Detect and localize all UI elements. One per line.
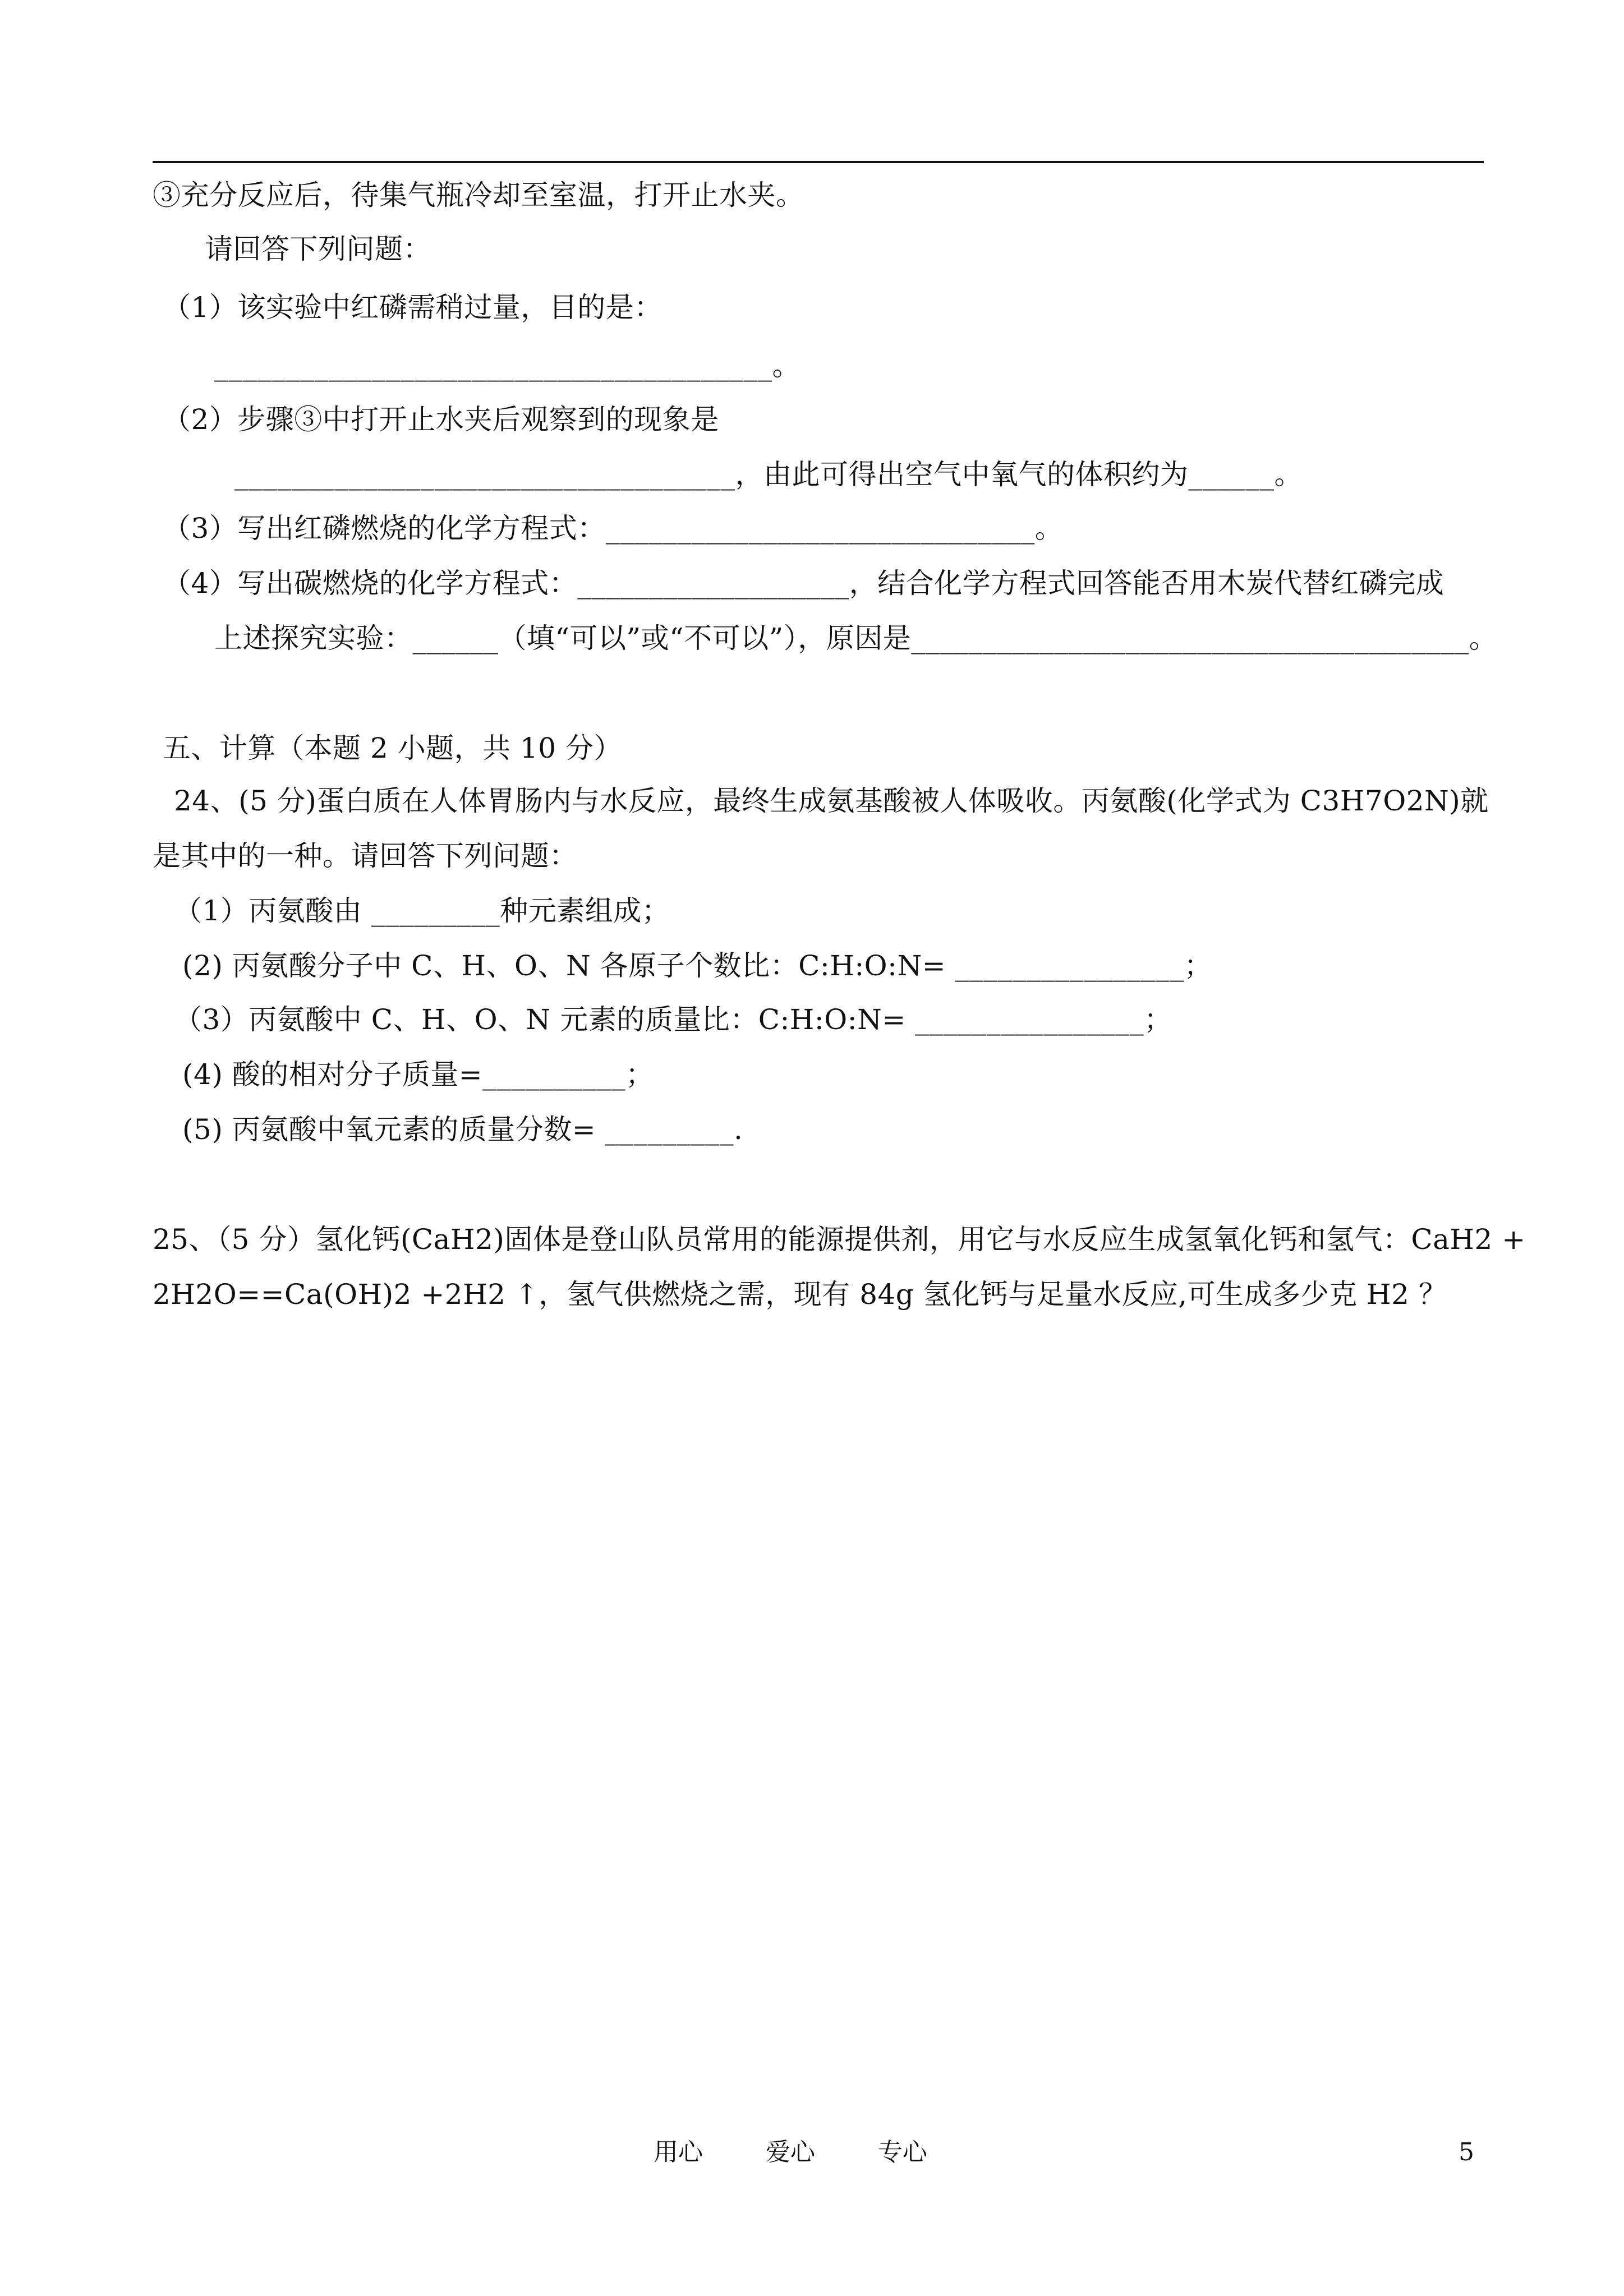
question-2-blank: ___________________________________，由此可得出空气中氧气的体积约为______。 xyxy=(234,458,1303,491)
question-2: （2）步骤③中打开止水夹后观察到的现象是 xyxy=(163,403,719,436)
answer-prompt: 请回答下列问题： xyxy=(205,233,431,265)
footer-motto-3: 专心 xyxy=(878,2138,927,2166)
question-24-2: (2) 丙氨酸分子中 C、H、O、N 各原子个数比：C:H:O:N= ________________； xyxy=(182,949,1213,982)
question-3: （3）写出红磷燃烧的化学方程式：______________________________。 xyxy=(163,512,1064,545)
question-4-line-2: 上述探究实验：______（填“可以”或“不可以”），原因是_______________________________________。 xyxy=(214,622,1498,654)
question-24-line-2: 是其中的一种。请回答下列问题： xyxy=(153,840,578,872)
step-3-text: ③充分反应后，待集气瓶冷却至室温，打开止水夹。 xyxy=(153,179,804,211)
question-24-5: (5) 丙氨酸中氧元素的质量分数= _________. xyxy=(182,1113,743,1146)
question-24-1: （1）丙氨酸由 _________种元素组成； xyxy=(174,895,670,927)
question-25-line-2: 2H2O==Ca(OH)2 +2H2 ↑，氢气供燃烧之需，现有 84g 氢化钙与足量水反应,可生成多少克 H2 ？ xyxy=(153,1278,1447,1311)
question-4-line-1: （4）写出碳燃烧的化学方程式：___________________，结合化学方程式回答能否用木炭代替红磷完成 xyxy=(163,567,1444,600)
question-24-3: （3）丙氨酸中 C、H、O、N 元素的质量比：C:H:O:N= ________________； xyxy=(174,1003,1172,1036)
question-25-line-1: 25、（5 分）氢化钙(CaH2)固体是登山队员常用的能源提供剂，用它与水反应生成氢氧化钙和氢气：CaH2 + xyxy=(153,1223,1526,1256)
section-5-title: 五、计算（本题 2 小题，共 10 分） xyxy=(163,732,623,764)
question-1: （1）该实验中红磷需稍过量，目的是： xyxy=(163,291,663,324)
footer-motto-2: 爱心 xyxy=(766,2138,815,2166)
page-number: 5 xyxy=(1459,2138,1474,2166)
header-rule xyxy=(153,161,1484,163)
question-24-4: (4) 酸的相对分子质量=__________； xyxy=(182,1058,654,1091)
question-1-blank: _______________________________________。 xyxy=(214,349,801,382)
footer-motto-1: 用心 xyxy=(654,2138,703,2166)
question-24-line-1: 24、(5 分)蛋白质在人体胃肠内与水反应，最终生成氨基酸被人体吸收。丙氨酸(化学式为 C3H7O2N)就 xyxy=(174,785,1489,817)
